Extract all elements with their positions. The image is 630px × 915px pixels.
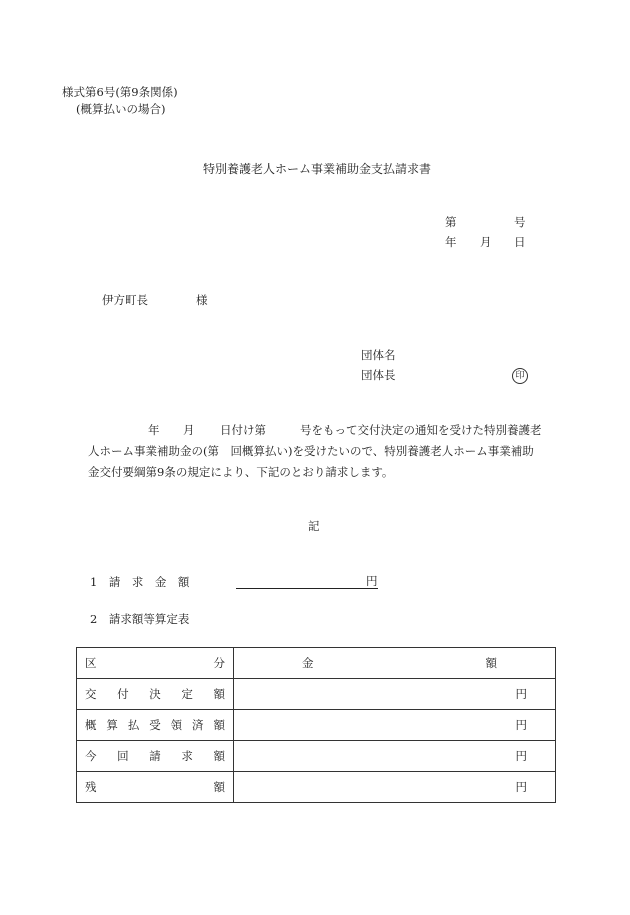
date-month: 月	[480, 235, 492, 249]
org-name-label: 団体名	[361, 348, 396, 362]
category-header-right: 分	[213, 656, 225, 670]
row-label-char: 払	[127, 718, 140, 732]
table-row	[77, 710, 556, 741]
row-label-char: 交	[85, 687, 97, 701]
row-label-chars	[85, 779, 225, 795]
row-label-char: 求	[181, 749, 193, 763]
body-year: 年	[148, 423, 160, 437]
row-label	[77, 741, 234, 772]
item1-label: 1 請 求 金 額	[90, 575, 190, 589]
row-label-chars	[85, 717, 225, 733]
number-go: 号	[514, 215, 526, 229]
row-label-char: 請	[149, 749, 161, 763]
style-number: 様式第6号(第9条関係)	[62, 85, 178, 99]
date-year: 年	[445, 235, 457, 249]
honorific: 様	[196, 293, 208, 307]
category-header-left: 区	[85, 656, 97, 670]
document-title: 特別養護老人ホーム事業補助金支払請求書	[203, 162, 432, 176]
amount-blank-line	[236, 576, 366, 589]
row-label-char: 残	[85, 780, 97, 794]
row-label	[77, 710, 234, 741]
row-label-char: 額	[213, 687, 225, 701]
date-day: 日	[514, 235, 526, 249]
row-value: 円	[234, 772, 556, 803]
row-label-char: 済	[192, 718, 204, 732]
row-value: 円	[234, 679, 556, 710]
seal-icon: 印	[512, 368, 528, 384]
row-label-char: 回	[117, 749, 129, 763]
row-label-chars	[85, 748, 225, 764]
body-line1-rest: 号をもって交付決定の通知を受けた特別養護老	[300, 423, 542, 437]
amount-header-right: 額	[485, 656, 497, 670]
number-dai: 第	[445, 215, 457, 229]
table-row	[77, 679, 556, 710]
row-label-char: 定	[181, 687, 193, 701]
row-label	[77, 679, 234, 710]
addressee: 伊方町長	[102, 293, 148, 307]
row-label	[77, 772, 234, 803]
row-label-char: 概	[85, 718, 97, 732]
row-label-char: 額	[213, 749, 225, 763]
org-head-label: 団体長	[361, 368, 396, 382]
row-value: 円	[234, 741, 556, 772]
item1-amount	[236, 576, 378, 589]
table-row	[77, 741, 556, 772]
row-label-char: 算	[106, 718, 118, 732]
body-month: 月	[183, 423, 195, 437]
row-label-char: 今	[85, 749, 97, 763]
row-label-char: 額	[213, 780, 225, 794]
row-label-chars	[85, 686, 225, 702]
row-value: 円	[234, 710, 556, 741]
row-label-char: 額	[213, 718, 225, 732]
item1-unit: 円	[366, 574, 378, 588]
amount-header-left: 金	[302, 656, 314, 670]
ki-heading: 記	[308, 519, 320, 533]
body-day-ref: 日付け第	[220, 423, 266, 437]
table-row	[77, 772, 556, 803]
row-label-char: 受	[149, 718, 161, 732]
row-label-char: 領	[170, 718, 183, 732]
seal-mark	[512, 368, 528, 384]
row-label-char: 付	[117, 687, 129, 701]
item2-label: 2 請求額等算定表	[90, 612, 190, 626]
amount-header	[234, 648, 556, 679]
calculation-table	[76, 647, 556, 803]
table-header-row	[77, 648, 556, 679]
row-label-char: 決	[149, 687, 161, 701]
body-line3: 金交付要綱第9条の規定により、下記のとおり請求します。	[88, 465, 394, 479]
case-label: (概算払いの場合)	[76, 102, 166, 116]
body-line2: 人ホーム事業補助金の(第 回概算払い)を受けたいので、特別養護老人ホーム事業補助	[88, 444, 534, 458]
category-header	[77, 648, 234, 679]
